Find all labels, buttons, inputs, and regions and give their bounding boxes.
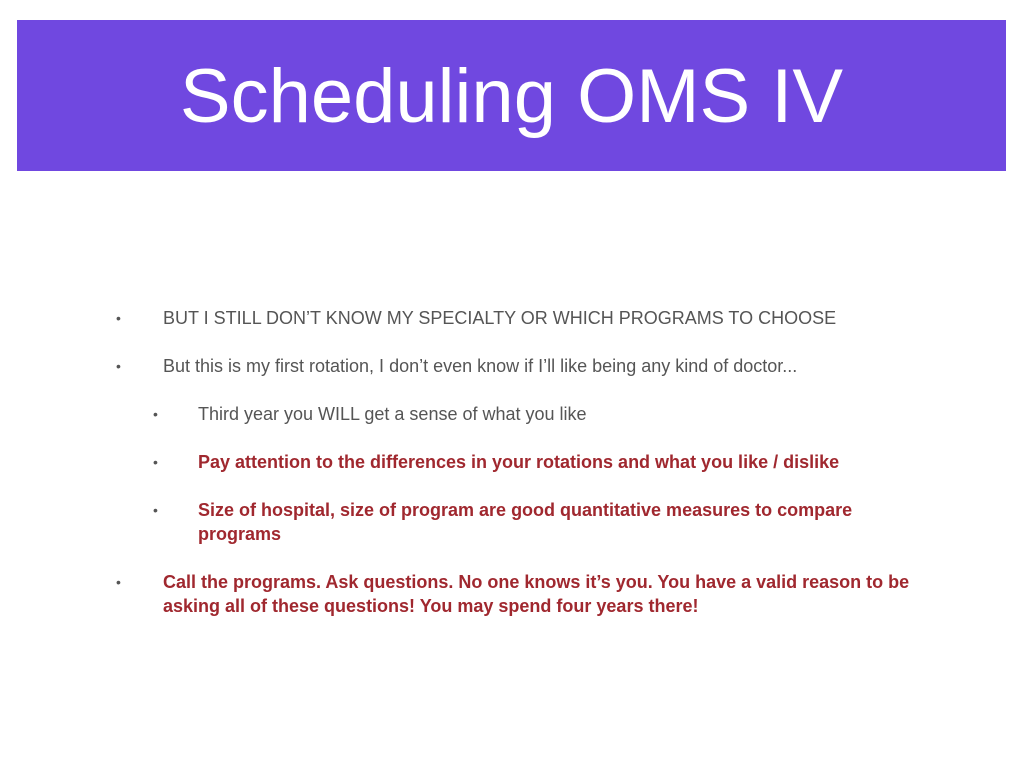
bullet-marker: •	[116, 358, 121, 374]
sub-bullet-text: Third year you WILL get a sense of what you like	[198, 404, 587, 424]
sub-bullet-text: Pay attention to the differences in your rotations and what you like / dislike	[198, 452, 840, 472]
bullet-item	[116, 306, 923, 330]
sub-bullet-text: Size of hospital, size of program are good quantitative measures to compare programs	[198, 500, 853, 544]
sub-bullet-item	[153, 498, 938, 546]
slide-title: Scheduling OMS IV	[179, 54, 844, 139]
bullet-item	[116, 570, 923, 618]
sub-bullet-item	[153, 450, 938, 474]
bullet-text: Call the programs. Ask questions. No one knows it’s you. You have a valid reason to be asking all of these questions! You may spend four years there!	[163, 572, 910, 616]
bullet-marker: •	[153, 406, 158, 422]
title-bar	[17, 20, 1006, 171]
bullet-marker: •	[116, 310, 121, 326]
sub-bullet-item	[153, 402, 938, 426]
bullet-text: But this is my first rotation, I don’t even know if I’ll like being any kind of doctor...	[163, 356, 798, 376]
bullet-marker: •	[116, 574, 121, 590]
bullet-marker: •	[153, 502, 158, 518]
bullet-text: BUT I STILL DON’T KNOW MY SPECIALTY OR WHICH PROGRAMS TO CHOOSE	[163, 308, 837, 328]
bullet-item	[116, 354, 923, 378]
bullet-marker: •	[153, 454, 158, 470]
